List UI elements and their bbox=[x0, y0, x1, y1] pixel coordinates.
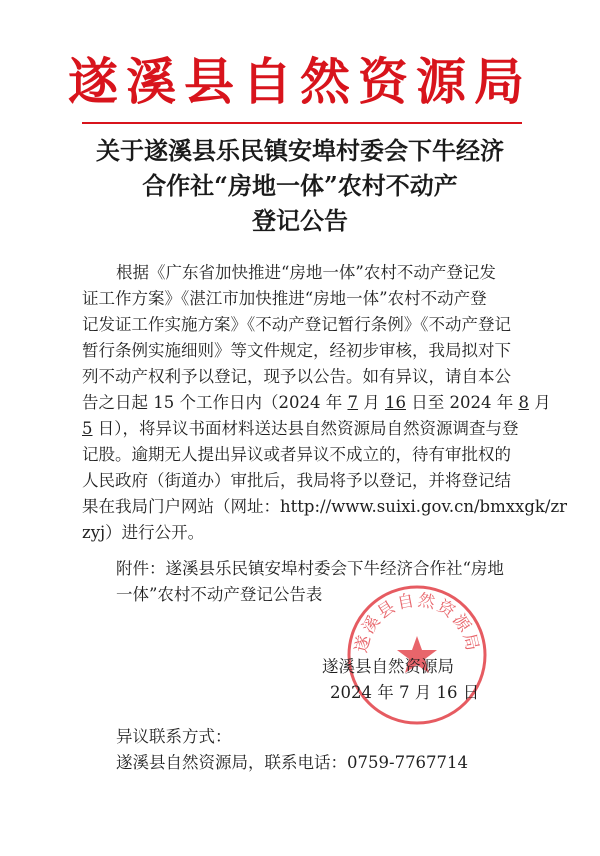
notice-title-line-3: 登记公告 bbox=[252, 206, 348, 235]
body-line-7-text: 日），将异议书面材料送达县自然资源局自然资源调查与登 bbox=[92, 419, 519, 438]
seal-text: 遂溪县自然资源局 bbox=[351, 590, 483, 655]
notice-title-line-2: 合作社“房地一体”农村不动产 bbox=[142, 171, 458, 200]
body-line-5: 列不动产权利予以登记，现予以公告。如有异议，请自本公 bbox=[82, 367, 511, 386]
signature-date: 2024 年 7 月 16 日 bbox=[330, 683, 480, 702]
body-line-2: 证工作方案》《湛江市加快推进“房地一体”农村不动产登 bbox=[82, 289, 487, 308]
signature-org: 遂溪县自然资源局 bbox=[322, 657, 454, 676]
body-line-4: 暂行条例实施细则》等文件规定，经初步审核，我局拟对下 bbox=[82, 341, 511, 360]
body-line-6-text-a: 告之日起 15 个工作日内（2024 年 bbox=[82, 393, 348, 412]
body-line-6-text-d: 月 bbox=[528, 393, 551, 412]
body-line-11: zyj）进行公开。 bbox=[82, 523, 205, 542]
start-day: 16 bbox=[384, 393, 406, 412]
body-line-6-text-c: 日至 2024 年 bbox=[405, 393, 519, 412]
body-line-3: 记发证工作实施方案》《不动产登记暂行条例》《不动产登记 bbox=[82, 315, 511, 334]
attachment-line-1: 附件：遂溪县乐民镇安埠村委会下牛经济合作社“房地 bbox=[116, 559, 504, 578]
body-line-8: 记股。逾期无人提出异议或者异议不成立的，待有审批权的 bbox=[82, 445, 511, 464]
attachment-line-2: 一体”农村不动产登记公告表 bbox=[116, 585, 323, 604]
body-line-7 bbox=[82, 416, 519, 442]
contact-heading: 异议联系方式： bbox=[116, 727, 232, 746]
body-line-6-text-b: 月 bbox=[357, 393, 385, 412]
end-month: 8 bbox=[518, 393, 529, 412]
start-month: 7 bbox=[347, 393, 358, 412]
body-line-1: 根据《广东省加快推进“房地一体”农村不动产登记发 bbox=[116, 263, 496, 282]
body-line-6 bbox=[82, 390, 551, 416]
contact-line: 遂溪县自然资源局，联系电话：0759-7767714 bbox=[116, 753, 469, 772]
masthead-divider bbox=[82, 122, 522, 124]
masthead-title: 遂溪县自然资源局 bbox=[68, 52, 532, 111]
end-day: 5 bbox=[82, 419, 93, 438]
notice-title-line-1: 关于遂溪县乐民镇安埠村委会下牛经济 bbox=[96, 136, 504, 165]
body-line-10: 果在我局门户网站（网址：http://www.suixi.gov.cn/bmxxgk/zr bbox=[82, 497, 568, 516]
body-line-9: 人民政府（街道办）审批后，我局将予以登记，并将登记结 bbox=[82, 471, 511, 490]
